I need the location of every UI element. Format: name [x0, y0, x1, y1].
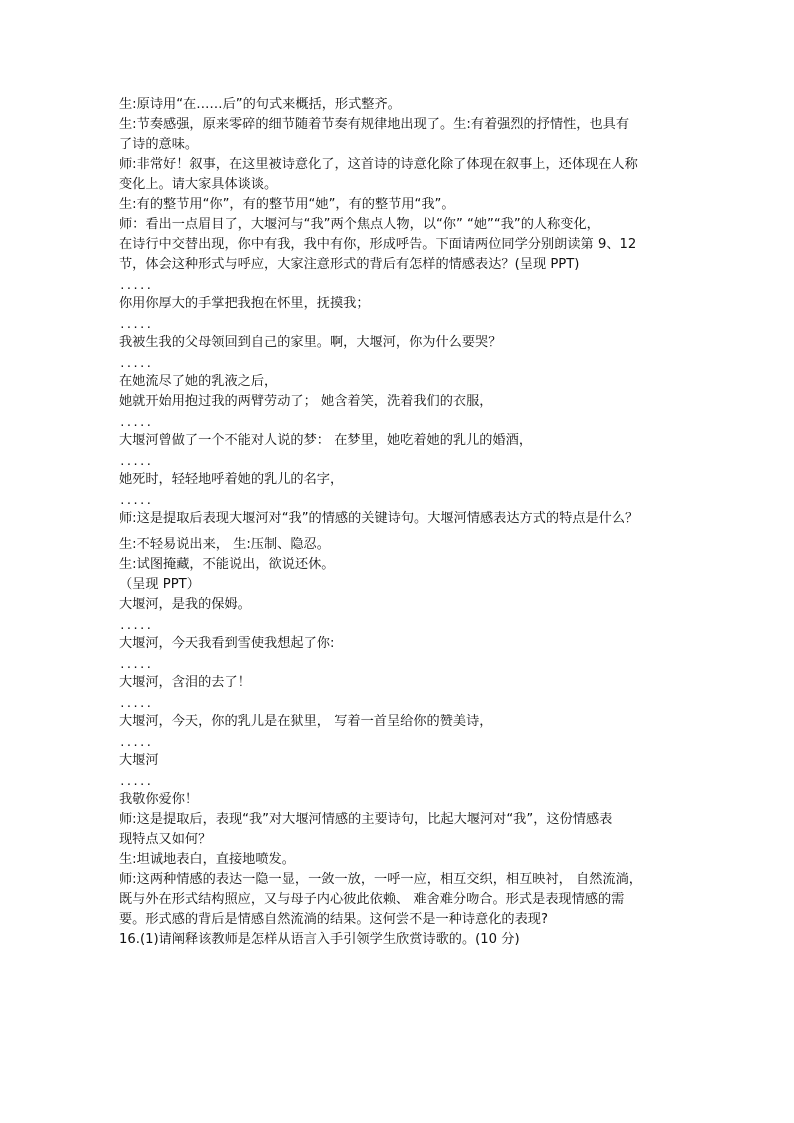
- ellipsis-line: .....: [119, 357, 153, 370]
- text-line: 师：看出一点眉目了，大堰河与“我”两个焦点人物，以“你” “她”“我”的人称变化，: [119, 217, 600, 232]
- text-line: 生:原诗用“在……后”的句式来概括，形式整齐。: [119, 97, 401, 112]
- text-line: 生:不轻易说出来， 生:压制、隐忍。: [119, 537, 330, 552]
- ellipsis-line: .....: [119, 279, 153, 292]
- ellipsis-line: .....: [119, 775, 153, 788]
- text-line: 要。形式感的背后是情感自然流淌的结果。这何尝不是一种诗意化的表现?: [119, 912, 548, 927]
- text-line: 了诗的意味。: [119, 137, 199, 152]
- poem-line: 我敬你爱你！: [119, 792, 199, 807]
- text-line: 生:节奏感强，原来零碎的细节随着节奏有规律地出现了。生:有着强烈的抒情性，也具有: [119, 117, 630, 132]
- poem-line: 大堰河，今天我看到雪使我想起了你:: [119, 636, 335, 651]
- poem-line: 大堰河，今天，你的乳儿是在狱里， 写着一首呈给你的赞美诗，: [119, 714, 493, 729]
- text-line: 变化上。请大家具体谈谈。: [119, 177, 278, 192]
- poem-line: 大堰河: [119, 753, 159, 768]
- poem-line: 我被生我的父母领回到自己的家里。啊，大堰河，你为什么要哭？: [119, 335, 502, 350]
- text-line: 在诗行中交替出现，你中有我，我中有你，形成呼告。下面请两位同学分别朗读第 9、12: [119, 237, 637, 252]
- poem-line: 大堰河曾做了一个不能对人说的梦： 在梦里，她吃着她的乳儿的婚酒，: [119, 433, 533, 448]
- text-line: 师:非常好！叙事，在这里被诗意化了，这首诗的诗意化除了体现在叙事上，还体现在人称: [119, 157, 638, 172]
- text-line: 节，体会这种形式与呼应，大家注意形式的背后有怎样的情感表达？(呈现 PPT): [119, 257, 580, 272]
- text-line: 生:坦诚地表白，直接地喷发。: [119, 852, 295, 867]
- ellipsis-line: .....: [119, 697, 153, 710]
- ellipsis-line: .....: [119, 619, 153, 632]
- text-line: 师:这是提取后表现大堰河对“我”的情感的关键诗句。大堰河情感表达方式的特点是什么？: [119, 511, 639, 526]
- text-line: 生:试图掩藏，不能说出，欲说还休。: [119, 557, 335, 572]
- ellipsis-line: .....: [119, 318, 153, 331]
- ellipsis-line: .....: [119, 494, 153, 507]
- poem-line: 大堰河，含泪的去了！: [119, 675, 251, 690]
- text-line: 师:这两种情感的表达一隐一显，一敛一放，一呼一应，相互交织，相互映衬， 自然流淌，: [119, 872, 642, 887]
- ellipsis-line: .....: [119, 658, 153, 671]
- text-line: 师:这是提取后，表现“我”对大堰河情感的主要诗句，比起大堰河对“我”，这份情感表: [119, 812, 613, 827]
- text-line: 生:有的整节用“你”，有的整节用“她”，有的整节用“我”。: [119, 197, 455, 212]
- poem-line: 她死时，轻轻地呼着她的乳儿的名字，: [119, 472, 344, 487]
- poem-line: 大堰河，是我的保姆。: [119, 597, 251, 612]
- poem-line: 你用你厚大的手掌把我抱在怀里，抚摸我；: [119, 296, 370, 311]
- poem-line: 她就开始用抱过我的两臂劳动了； 她含着笑，洗着我们的衣服，: [119, 394, 493, 409]
- ellipsis-line: .....: [119, 455, 153, 468]
- document-page: [119, 95, 691, 950]
- text-line: （呈现 PPT）: [119, 577, 200, 592]
- ellipsis-line: .....: [119, 736, 153, 749]
- text-line: 现特点又如何？: [119, 832, 212, 847]
- text-line: 既与外在形式结构照应，又与母子内心彼此依赖、 难舍难分吻合。形式是表现情感的需: [119, 892, 625, 907]
- ellipsis-line: .....: [119, 416, 153, 429]
- question-line: 16.(1)请阐释该教师是怎样从语言入手引领学生欣赏诗歌的。(10 分): [119, 932, 520, 947]
- poem-line: 在她流尽了她的乳液之后，: [119, 374, 278, 389]
